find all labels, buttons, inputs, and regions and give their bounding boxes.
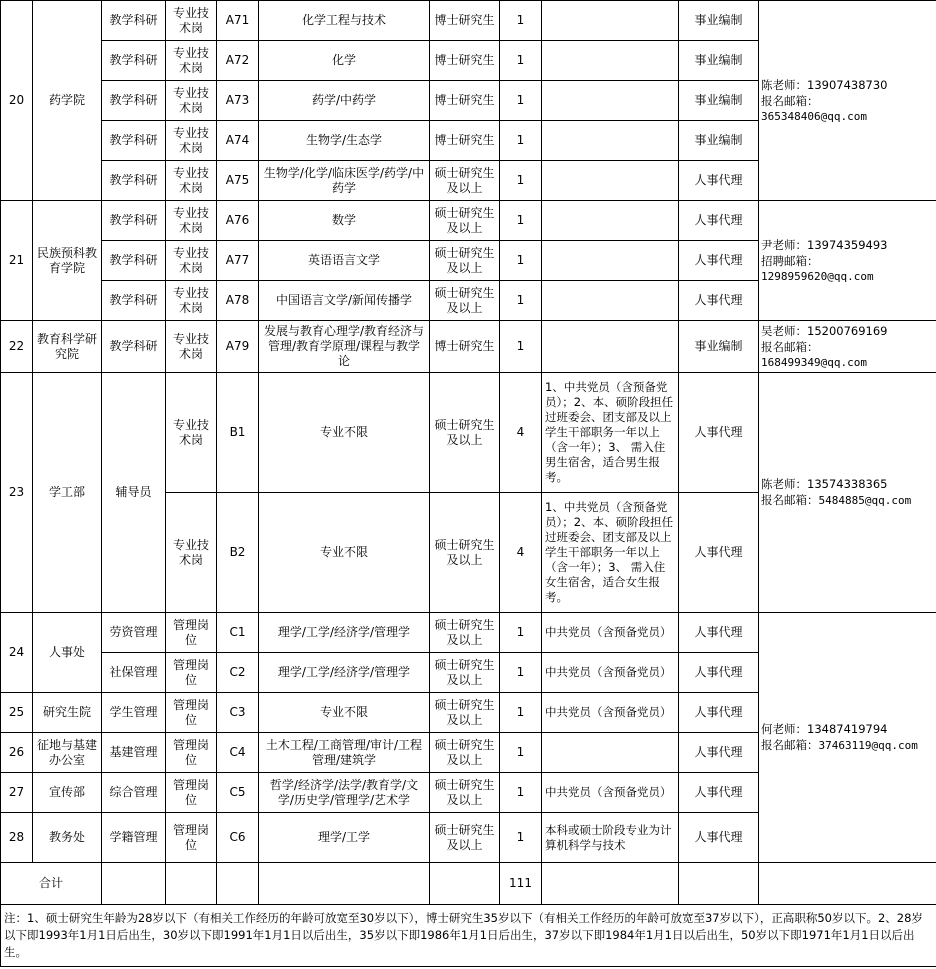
dept-cell: 人事处 <box>33 613 102 693</box>
contact-email-label: 报名邮箱： <box>761 738 819 752</box>
seq-cell: 24 <box>1 613 33 693</box>
table-row <box>1 321 936 373</box>
requirement-cell: 中共党员（含预备党员） <box>542 613 679 653</box>
headcount-cell: 1 <box>500 733 542 773</box>
headcount-cell: 1 <box>500 281 542 321</box>
staffing-cell: 人事代理 <box>679 493 759 613</box>
contact-cell <box>759 321 936 373</box>
education-cell: 硕士研究生及以上 <box>430 493 500 613</box>
post-type-cell: 专业技术岗 <box>166 373 217 493</box>
contact-email-label: 报名邮箱： <box>761 339 819 354</box>
headcount-cell: 1 <box>500 813 542 863</box>
major-cell: 英语语言文学 <box>259 241 430 281</box>
staffing-cell: 人事代理 <box>679 773 759 813</box>
headcount-cell: 1 <box>500 121 542 161</box>
post-code-cell: A71 <box>217 1 259 41</box>
headcount-cell: 1 <box>500 161 542 201</box>
post-type-cell: 管理岗位 <box>166 653 217 693</box>
category-cell: 教学科研 <box>102 321 166 373</box>
post-code-cell: C1 <box>217 613 259 653</box>
headcount-cell: 1 <box>500 693 542 733</box>
staffing-cell: 人事代理 <box>679 613 759 653</box>
requirement-cell: 中共党员（含预备党员） <box>542 693 679 733</box>
dept-cell: 征地与基建办公室 <box>33 733 102 773</box>
major-cell: 化学 <box>259 41 430 81</box>
education-cell: 硕士研究生及以上 <box>430 201 500 241</box>
category-cell: 教学科研 <box>102 161 166 201</box>
post-code-cell: C2 <box>217 653 259 693</box>
dept-cell: 学工部 <box>33 373 102 613</box>
post-type-cell: 专业技术岗 <box>166 161 217 201</box>
education-cell: 硕士研究生及以上 <box>430 241 500 281</box>
major-cell: 发展与教育心理学/教育经济与管理/教育学原理/课程与教学论 <box>259 321 430 373</box>
post-code-cell: A79 <box>217 321 259 373</box>
seq-cell: 26 <box>1 733 33 773</box>
headcount-cell: 4 <box>500 493 542 613</box>
contact-phone: 陈老师：13574338365 <box>761 477 888 491</box>
education-cell: 硕士研究生及以上 <box>430 813 500 863</box>
contact-cell <box>759 613 936 863</box>
post-code-cell: A78 <box>217 281 259 321</box>
contact-phone: 吴老师：15200769169 <box>761 323 888 338</box>
staffing-cell: 人事代理 <box>679 693 759 733</box>
table-row <box>1 201 936 241</box>
post-code-cell: C4 <box>217 733 259 773</box>
post-type-cell: 专业技术岗 <box>166 281 217 321</box>
major-cell: 生物学/化学/临床医学/药学/中药学 <box>259 161 430 201</box>
contact-email: 1298959620@qq.com <box>761 269 874 283</box>
contact-email: 37463119@qq.com <box>818 739 918 752</box>
headcount-cell: 1 <box>500 1 542 41</box>
staffing-cell: 事业编制 <box>679 321 759 373</box>
staffing-cell: 人事代理 <box>679 733 759 773</box>
major-cell: 数学 <box>259 201 430 241</box>
post-code-cell: B1 <box>217 373 259 493</box>
headcount-cell: 1 <box>500 613 542 653</box>
seq-cell: 28 <box>1 813 33 863</box>
requirement-cell <box>542 241 679 281</box>
post-type-cell: 管理岗位 <box>166 613 217 653</box>
major-cell: 理学/工学/经济学/管理学 <box>259 613 430 653</box>
contact-email: 365348406@qq.com <box>761 109 867 123</box>
education-cell: 硕士研究生及以上 <box>430 653 500 693</box>
requirement-cell: 中共党员（含预备党员） <box>542 653 679 693</box>
seq-cell: 21 <box>1 201 33 321</box>
education-cell: 博士研究生 <box>430 321 500 373</box>
table-row <box>1 613 936 653</box>
staffing-cell: 人事代理 <box>679 161 759 201</box>
total-row <box>1 863 936 905</box>
dept-cell: 民族预科教育学院 <box>33 201 102 321</box>
staffing-cell: 事业编制 <box>679 41 759 81</box>
category-cell: 基建管理 <box>102 733 166 773</box>
education-cell: 硕士研究生及以上 <box>430 281 500 321</box>
seq-cell: 23 <box>1 373 33 613</box>
contact-phone: 陈老师：13907438730 <box>761 77 888 92</box>
education-cell: 硕士研究生及以上 <box>430 693 500 733</box>
category-cell: 教学科研 <box>102 281 166 321</box>
dept-cell: 研究生院 <box>33 693 102 733</box>
contact-email: 168499349@qq.com <box>761 355 867 369</box>
post-type-cell: 专业技术岗 <box>166 241 217 281</box>
headcount-cell: 1 <box>500 41 542 81</box>
education-cell: 硕士研究生及以上 <box>430 733 500 773</box>
post-type-cell: 专业技术岗 <box>166 201 217 241</box>
major-cell: 药学/中药学 <box>259 81 430 121</box>
category-cell: 教学科研 <box>102 41 166 81</box>
category-cell: 教学科研 <box>102 1 166 41</box>
major-cell: 理学/工学/经济学/管理学 <box>259 653 430 693</box>
requirement-cell <box>542 733 679 773</box>
post-code-cell: A77 <box>217 241 259 281</box>
education-cell: 硕士研究生及以上 <box>430 373 500 493</box>
table-row <box>1 1 936 41</box>
requirement-cell: 本科或硕士阶段专业为计算机科学与技术 <box>542 813 679 863</box>
category-cell: 教学科研 <box>102 81 166 121</box>
category-cell: 综合管理 <box>102 773 166 813</box>
headcount-cell: 1 <box>500 201 542 241</box>
requirement-cell <box>542 1 679 41</box>
headcount-cell: 1 <box>500 81 542 121</box>
dept-cell: 教务处 <box>33 813 102 863</box>
post-code-cell: A72 <box>217 41 259 81</box>
staffing-cell: 人事代理 <box>679 281 759 321</box>
major-cell: 理学/工学 <box>259 813 430 863</box>
requirement-cell: 1、中共党员（含预备党员）；2、本、硕阶段担任过班委会、团支部及以上学生干部职务一年以上（含一年）；3、 需入住女生宿舍，适合女生报考。 <box>542 493 679 613</box>
post-type-cell: 管理岗位 <box>166 813 217 863</box>
education-cell: 硕士研究生及以上 <box>430 773 500 813</box>
major-cell: 中国语言文学/新闻传播学 <box>259 281 430 321</box>
post-code-cell: A75 <box>217 161 259 201</box>
footnote: 注：1、硕士研究生年龄为28岁以下（有相关工作经历的年龄可放宽至30岁以下），博士研究生35岁以下（有相关工作经历的年龄可放宽至37岁以下），正高职称50岁以下。2、28岁以下即1993年1月1日后出生，30岁以下即1991年1月1日以后出生，35岁以下即1986年1月1日后出生，37岁以下即1984年1月1日以后出生，50岁以下即1971年1月1日以后出生。 <box>1 905 936 967</box>
contact-cell <box>759 201 936 321</box>
seq-cell: 20 <box>1 1 33 201</box>
contact-email-label: 报名邮箱： <box>761 493 819 507</box>
staffing-cell: 事业编制 <box>679 1 759 41</box>
category-cell: 教学科研 <box>102 201 166 241</box>
post-type-cell: 专业技术岗 <box>166 1 217 41</box>
staffing-cell: 人事代理 <box>679 813 759 863</box>
contact-phone: 何老师：13487419794 <box>761 722 888 736</box>
contact-cell <box>759 1 936 201</box>
post-type-cell: 管理岗位 <box>166 773 217 813</box>
post-code-cell: C6 <box>217 813 259 863</box>
major-cell: 专业不限 <box>259 693 430 733</box>
total-label: 合计 <box>1 863 102 905</box>
staffing-cell: 事业编制 <box>679 81 759 121</box>
requirement-cell: 1、中共党员（含预备党员）；2、本、硕阶段担任过班委会、团支部及以上学生干部职务一年以上（含一年）；3、 需入住男生宿舍，适合男生报考。 <box>542 373 679 493</box>
contact-email: 5484885@qq.com <box>818 494 912 507</box>
education-cell: 硕士研究生及以上 <box>430 613 500 653</box>
requirement-cell <box>542 121 679 161</box>
post-code-cell: B2 <box>217 493 259 613</box>
staffing-cell: 人事代理 <box>679 201 759 241</box>
dept-cell: 药学院 <box>33 1 102 201</box>
requirement-cell <box>542 81 679 121</box>
education-cell: 硕士研究生及以上 <box>430 161 500 201</box>
requirement-cell <box>542 41 679 81</box>
requirement-cell <box>542 161 679 201</box>
contact-phone: 尹老师：13974359493 <box>761 237 888 252</box>
headcount-cell: 4 <box>500 373 542 493</box>
post-type-cell: 专业技术岗 <box>166 321 217 373</box>
post-type-cell: 专业技术岗 <box>166 121 217 161</box>
headcount-cell: 1 <box>500 773 542 813</box>
headcount-cell: 1 <box>500 241 542 281</box>
post-type-cell: 管理岗位 <box>166 733 217 773</box>
major-cell: 专业不限 <box>259 493 430 613</box>
major-cell: 生物学/生态学 <box>259 121 430 161</box>
post-code-cell: A76 <box>217 201 259 241</box>
category-cell: 劳资管理 <box>102 613 166 653</box>
contact-cell <box>759 373 936 613</box>
requirement-cell <box>542 321 679 373</box>
post-code-cell: A73 <box>217 81 259 121</box>
post-code-cell: C5 <box>217 773 259 813</box>
post-type-cell: 专业技术岗 <box>166 81 217 121</box>
education-cell: 博士研究生 <box>430 121 500 161</box>
seq-cell: 27 <box>1 773 33 813</box>
post-code-cell: A74 <box>217 121 259 161</box>
headcount-cell: 1 <box>500 321 542 373</box>
post-type-cell: 专业技术岗 <box>166 493 217 613</box>
contact-email-label: 招聘邮箱： <box>761 253 819 268</box>
staffing-cell: 人事代理 <box>679 373 759 493</box>
dept-cell: 教育科学研究院 <box>33 321 102 373</box>
major-cell: 哲学/经济学/法学/教育学/文学/历史学/管理学/艺术学 <box>259 773 430 813</box>
major-cell: 化学工程与技术 <box>259 1 430 41</box>
seq-cell: 25 <box>1 693 33 733</box>
post-code-cell: C3 <box>217 693 259 733</box>
category-cell: 教学科研 <box>102 121 166 161</box>
requirement-cell <box>542 281 679 321</box>
category-cell: 辅导员 <box>102 373 166 613</box>
dept-cell: 宣传部 <box>33 773 102 813</box>
category-cell: 学生管理 <box>102 693 166 733</box>
staffing-cell: 人事代理 <box>679 653 759 693</box>
table-row <box>1 373 936 493</box>
contact-email-label: 报名邮箱： <box>761 93 819 108</box>
requirement-cell <box>542 201 679 241</box>
education-cell: 博士研究生 <box>430 81 500 121</box>
category-cell: 教学科研 <box>102 241 166 281</box>
headcount-cell: 1 <box>500 653 542 693</box>
requirement-cell: 中共党员（含预备党员） <box>542 773 679 813</box>
post-type-cell: 专业技术岗 <box>166 41 217 81</box>
seq-cell: 22 <box>1 321 33 373</box>
major-cell: 土木工程/工商管理/审计/工程管理/建筑学 <box>259 733 430 773</box>
total-headcount: 111 <box>500 863 542 905</box>
staffing-cell: 事业编制 <box>679 121 759 161</box>
category-cell: 学籍管理 <box>102 813 166 863</box>
education-cell: 博士研究生 <box>430 41 500 81</box>
note-row <box>1 905 936 967</box>
staffing-cell: 人事代理 <box>679 241 759 281</box>
category-cell: 社保管理 <box>102 653 166 693</box>
post-type-cell: 管理岗位 <box>166 693 217 733</box>
major-cell: 专业不限 <box>259 373 430 493</box>
education-cell: 博士研究生 <box>430 1 500 41</box>
